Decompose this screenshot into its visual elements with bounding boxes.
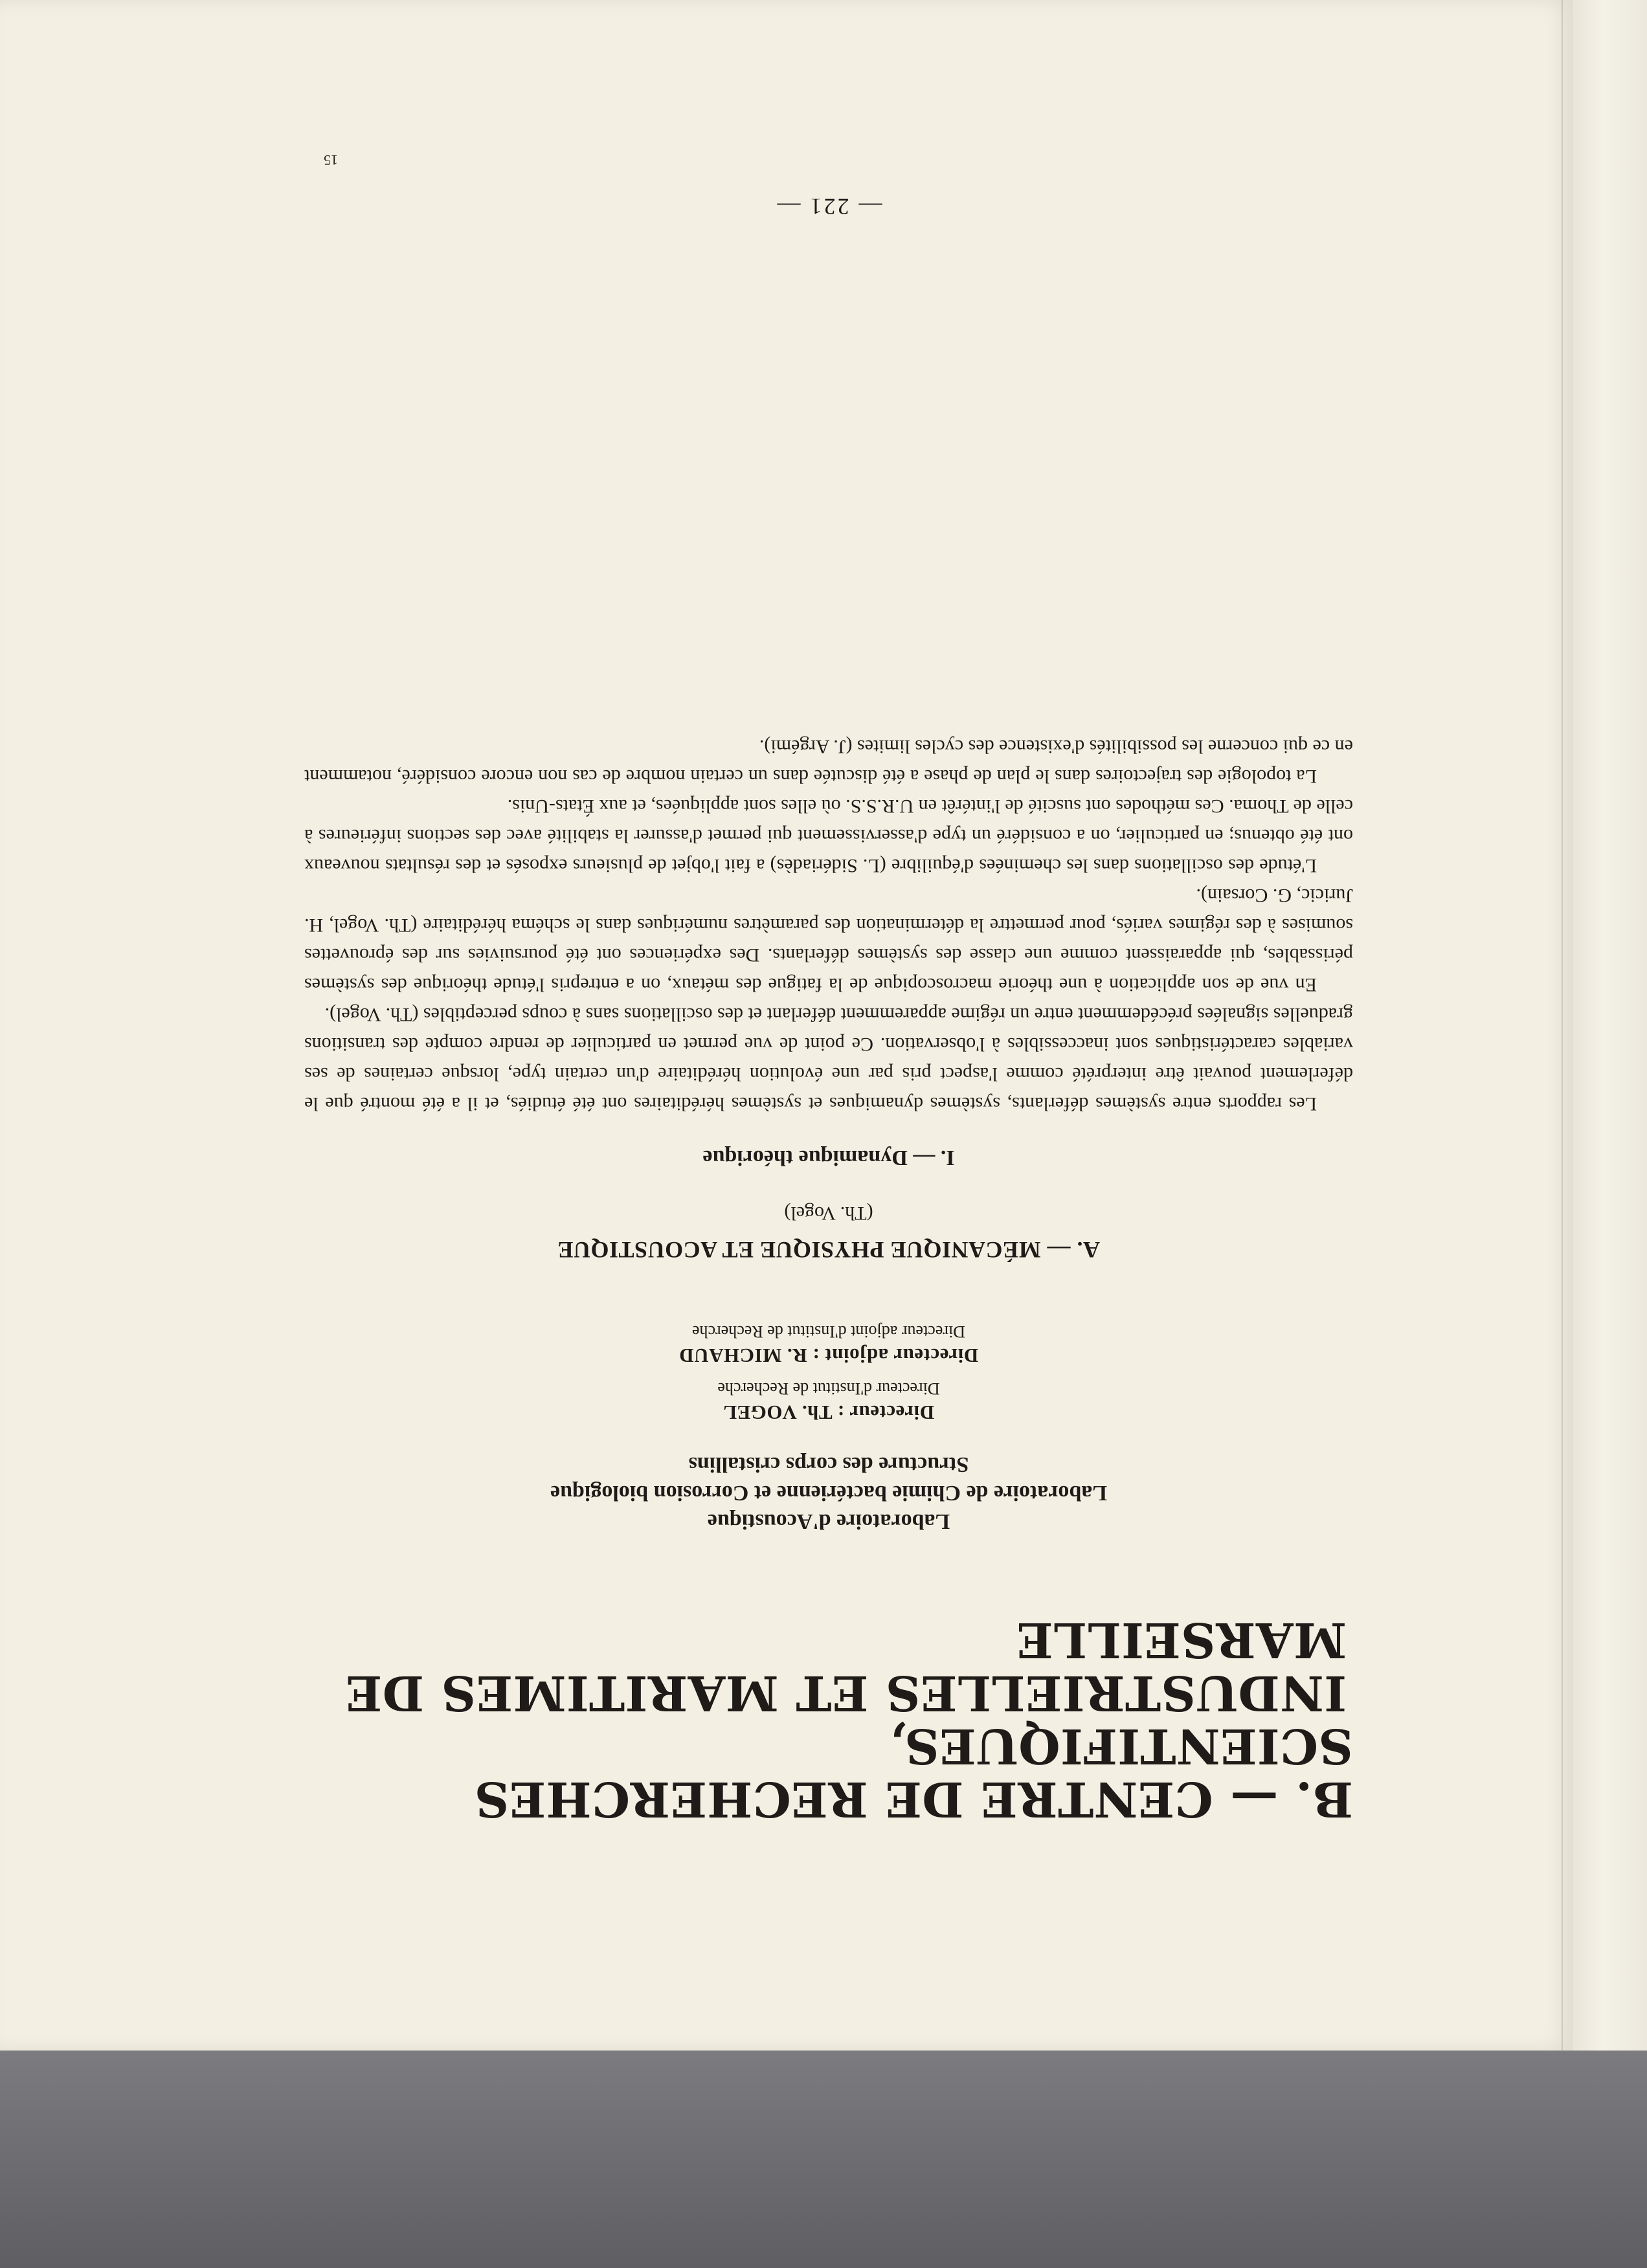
title-line-2: INDUSTRIELLES ET MARITIMES DE MARSEILLE (345, 1612, 1347, 1720)
title-line-1: B. — CENTRE DE RECHERCHES SCIENTIFIQUES, (474, 1718, 1353, 1827)
lab-acoustique: Laboratoire d'Acoustique (707, 1509, 950, 1533)
deputy-role: Directeur adjoint d'Institut de Recherche (692, 1322, 965, 1341)
page-fold-line (1562, 0, 1563, 2051)
director-role: Directeur d'Institut de Recherche (717, 1379, 940, 1398)
body-text (304, 731, 1353, 1118)
paragraph: La topologie des trajectoires dans le plan de phase a été discutée dans un certain nombre de cas non encore considéré, notamment en ce qui concerne les possibilités d'existence des cycles limites (J. Argémi). (304, 736, 1353, 787)
lab-chimie: Laboratoire de Chimie bactérienne et Corrosion biologique (550, 1481, 1108, 1505)
director-name: Directeur : Th. VOGEL (723, 1401, 935, 1424)
page-edge (1573, 0, 1647, 2051)
deputy-name: Directeur adjoint : R. MICHAUD (678, 1344, 979, 1367)
lab-structure: Structure des corps cristallins (688, 1452, 969, 1476)
paragraph: L'étude des oscillations dans les cheminées d'équilibre (L. Sidériadès) a fait l'objet de plusieurs exposés et des résultats nouveaux ont été obtenus; en particulier, on a considéré un type d'asservissement qui permet d'assurer la stabilité avec des sections inférieures à celle de Thoma. Ces méthodes ont suscité de l'intérêt en U.R.S.S. où elles sont appliquées, et aux États-Unis. (304, 795, 1353, 876)
subsection-heading: I. — Dynamique théorique (702, 1146, 955, 1170)
paragraph: Les rapports entre systèmes déferlants, systèmes dynamiques et systèmes héréditaires ont été étudiés, et il a été montré que le déferlement pouvait être interprété comme l'aspect pris par une évolution héréditaire d'un certain type, lorsque certaines de ses variables caractéristiques sont inaccessibles à l'observation. Ce point de vue permet en particulier de rendre compte des transitions graduelles signalées précédemment entre un régime apparemment déferlant et des oscillations sans à coups perceptibles (Th. Vogel). (304, 1004, 1353, 1115)
scanner-background (0, 2051, 1647, 2268)
page-number: — 221 — (775, 194, 882, 219)
section-a-heading: A. — MÉCANIQUE PHYSIQUE ET ACOUSTIQUE (557, 1237, 1100, 1263)
page-title (304, 1613, 1353, 1851)
section-a-author: (Th. Vogel) (784, 1203, 873, 1224)
page-content-rotated (304, 152, 1353, 1851)
paragraph: En vue de son application à une théorie macroscopique de la fatigue des métaux, on a entrepris l'étude théorique des systèmes périssables, qui apparaissent comme une classe des systèmes déferlants. Des expériences ont été poursuivies sur des éprouvettes soumises à des régimes variés, pour permettre la détermination des paramètres numériques dans le schéma héréditaire (Th. Vogel, H. Juricic, G. Corsain). (304, 885, 1353, 995)
signature-mark: 15 (324, 152, 338, 168)
